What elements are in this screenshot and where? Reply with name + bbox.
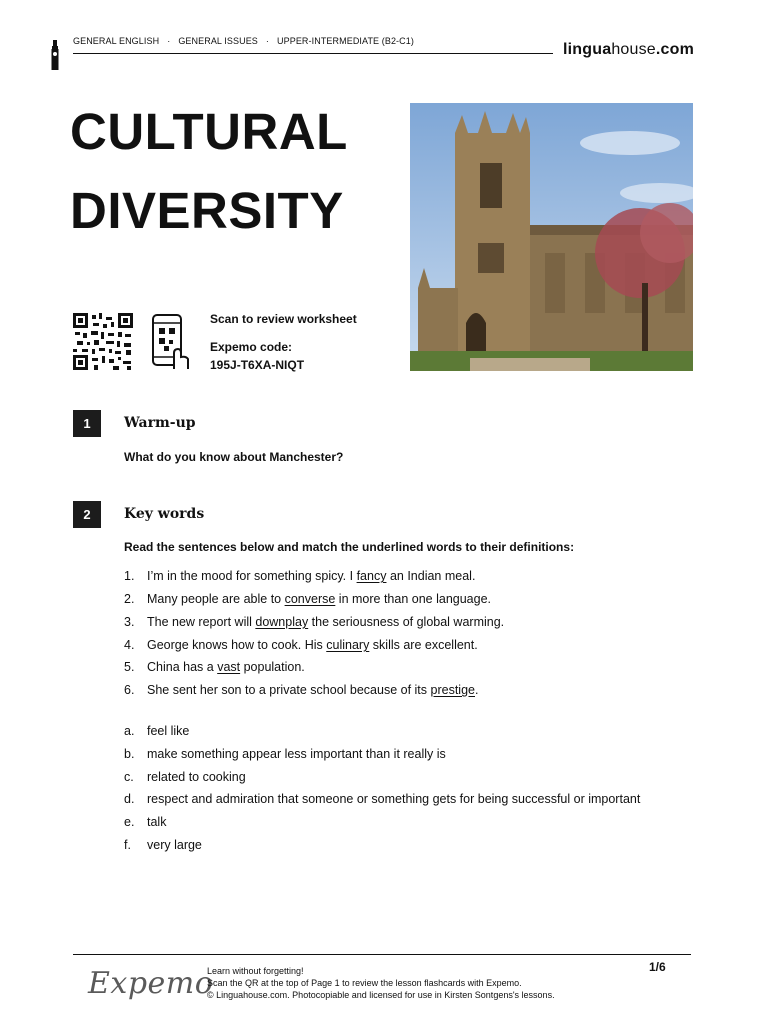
breadcrumb-separator: · [265,36,270,46]
sentence-text: George knows how to cook. His [147,638,327,652]
item-number: 6. [124,683,135,697]
title-line-2: DIVERSITY [70,182,344,239]
definition-text: very large [147,838,202,852]
footer-divider [73,954,691,955]
item-letter: b. [124,747,135,761]
definition-text: related to cooking [147,770,246,784]
underlined-word: fancy [356,569,387,583]
footer-copyright: © Linguahouse.com. Photocopiable and licensed for use in Kirsten Sontgens's lessons. [207,990,555,1000]
brand-regular: house [611,41,656,58]
scan-instruction: Scan to review worksheet [210,312,357,326]
warm-up-question: What do you know about Manchester? [124,450,344,464]
brand-logo[interactable] [563,41,694,59]
header-divider [73,53,553,54]
key-words-instruction: Read the sentences below and match the underlined words to their definitions: [124,540,575,554]
item-number: 4. [124,638,135,652]
expemo-logo[interactable]: Expemo [88,966,214,1001]
item-number: 2. [124,592,135,606]
title-line-1: CULTURAL [70,103,348,160]
big-ben-icon [50,40,60,70]
definition-text: respect and admiration that someone or something gets for being successful or important [147,792,641,806]
item-number: 3. [124,615,135,629]
section-title-warm-up: Warm-up [124,415,196,431]
sentence-text: China has a [147,660,218,674]
breadcrumb [73,36,414,46]
item-letter: c. [124,770,134,784]
underlined-word: vast [217,660,241,674]
breadcrumb-separator: · [167,36,171,46]
item-number: 1. [124,569,135,583]
sentence-text: in more than one language. [335,592,491,606]
section-number-2: 2 [73,501,101,528]
sentence-text: She sent her son to a private school because of its [147,683,431,697]
sentence-text: Many people are able to [147,592,285,606]
underlined-word: prestige [430,683,475,697]
sentence-text: skills are excellent. [369,638,478,652]
section-title-key-words: Key words [124,506,205,522]
underlined-word: downplay [255,615,309,629]
item-number: 5. [124,660,135,674]
brand-bold: lingua [563,41,612,58]
sentence-text: population. [240,660,305,674]
qr-code-icon[interactable] [73,313,133,370]
section-number-1: 1 [73,410,101,437]
cathedral-photo [410,103,693,371]
breadcrumb-grade[interactable]: UPPER-INTERMEDIATE (B2-C1) [277,36,414,46]
page-number: 1/6 [649,960,666,974]
expemo-code-label: Expemo code: [210,340,293,354]
footer-tagline: Learn without forgetting! [207,966,304,976]
definition-text: make something appear less important than it really is [147,747,446,761]
breadcrumb-level[interactable]: GENERAL ENGLISH [73,36,160,46]
sentence-text: The new report will [147,615,256,629]
item-letter: f. [124,838,131,852]
sentence-text: the seriousness of global warming. [308,615,505,629]
sentence-text: . [475,683,479,697]
brand-tld: .com [655,41,695,58]
item-letter: e. [124,815,135,829]
item-letter: d. [124,792,135,806]
underlined-word: converse [284,592,336,606]
definition-text: feel like [147,724,190,738]
phone-scan-icon [150,313,192,371]
footer-instruction: Scan the QR at the top of Page 1 to review the lesson flashcards with Expemo. [207,978,522,988]
definition-text: talk [147,815,167,829]
sentence-text: I’m in the mood for something spicy. I [147,569,357,583]
expemo-code: 195J-T6XA-NIQT [210,358,305,372]
underlined-word: culinary [326,638,370,652]
page-title [70,92,348,250]
sentence-text: an Indian meal. [386,569,476,583]
item-letter: a. [124,724,135,738]
breadcrumb-topic[interactable]: GENERAL ISSUES [178,36,258,46]
